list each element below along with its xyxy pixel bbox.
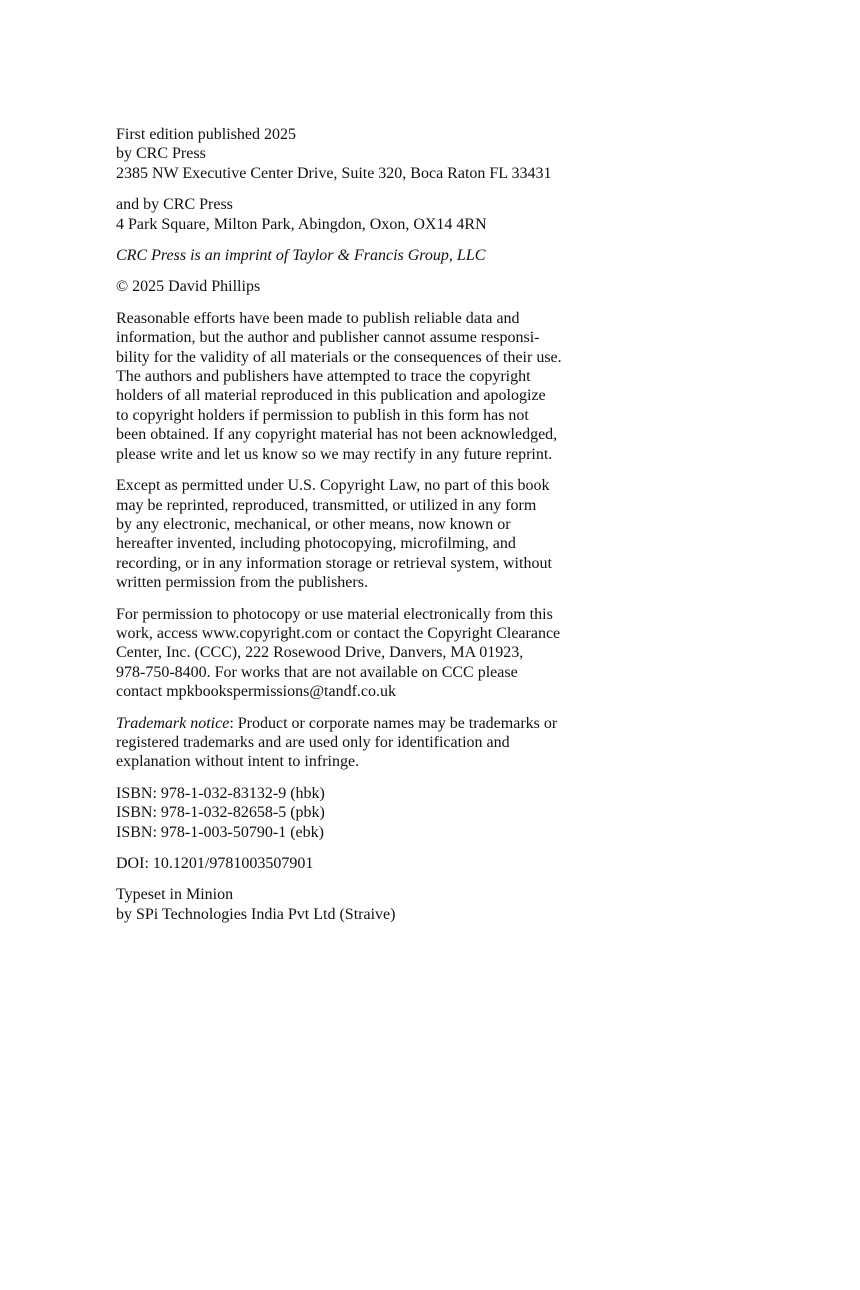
isbn-list bbox=[116, 784, 616, 842]
paragraph-line: The authors and publishers have attempted to trace the copyright bbox=[116, 368, 531, 386]
isbn-hbk: ISBN: 978-1-032-83132-9 (hbk) bbox=[116, 784, 325, 802]
trademark-label: Trademark notice bbox=[116, 714, 230, 732]
paragraph-line: by any electronic, mechanical, or other means, now known or bbox=[116, 515, 511, 533]
paragraph-line: Reasonable efforts have been made to publish reliable data and bbox=[116, 309, 520, 327]
trademark-notice bbox=[116, 714, 616, 772]
publication-info bbox=[116, 125, 616, 183]
trademark-line-2: registered trademarks and are used only for identification and bbox=[116, 733, 510, 751]
us-address-line: 2385 NW Executive Center Drive, Suite 320, Boca Raton FL 33431 bbox=[116, 164, 552, 182]
paragraph-line: holders of all material reproduced in this publication and apologize bbox=[116, 387, 546, 405]
typeset-line: Typeset in Minion bbox=[116, 886, 234, 904]
imprint-line: CRC Press is an imprint of Taylor & Francis Group, LLC bbox=[116, 247, 486, 265]
paragraph-line: work, access www.copyright.com or contact the Copyright Clearance bbox=[116, 624, 561, 642]
paragraph-line: please write and let us know so we may rectify in any future reprint. bbox=[116, 445, 553, 463]
paragraph-line: Center, Inc. (CCC), 222 Rosewood Drive, Danvers, MA 01923, bbox=[116, 644, 524, 662]
uk-address-line: 4 Park Square, Milton Park, Abingdon, Oxon, OX14 4RN bbox=[116, 215, 487, 233]
paragraph-line: For permission to photocopy or use material electronically from this bbox=[116, 605, 553, 623]
reasonable-efforts-paragraph bbox=[116, 309, 616, 464]
trademark-text: : Product or corporate names may be trademarks or bbox=[229, 714, 558, 732]
isbn-ebk: ISBN: 978-1-003-50790-1 (ebk) bbox=[116, 823, 324, 841]
trademark-line-1 bbox=[116, 714, 616, 733]
doi-info bbox=[116, 854, 616, 873]
copyright-notice bbox=[116, 277, 616, 296]
trademark-line-3: explanation without intent to infringe. bbox=[116, 753, 360, 771]
paragraph-line: to copyright holders if permission to publish in this form has not bbox=[116, 406, 529, 424]
paragraph-line: recording, or in any information storage or retrieval system, without bbox=[116, 554, 552, 572]
typeset-info bbox=[116, 885, 616, 924]
paragraph-line: contact mpkbookspermissions@tandf.co.uk bbox=[116, 683, 397, 701]
copyright-page bbox=[116, 125, 616, 936]
first-edition-line: First edition published 2025 bbox=[116, 126, 296, 143]
paragraph-line: 978-750-8400. For works that are not available on CCC please bbox=[116, 663, 518, 681]
paragraph-line: written permission from the publishers. bbox=[116, 574, 368, 592]
permission-paragraph bbox=[116, 605, 616, 702]
publisher-line: by CRC Press bbox=[116, 145, 206, 163]
uk-publisher-info bbox=[116, 195, 616, 234]
uk-publisher-line: and by CRC Press bbox=[116, 196, 233, 214]
paragraph-line: may be reprinted, reproduced, transmitted, or utilized in any form bbox=[116, 496, 537, 514]
isbn-pbk: ISBN: 978-1-032-82658-5 (pbk) bbox=[116, 804, 325, 822]
typesetter-line: by SPi Technologies India Pvt Ltd (Straive) bbox=[116, 905, 396, 923]
copyright-line: © 2025 David Phillips bbox=[116, 278, 261, 296]
imprint-notice bbox=[116, 246, 616, 265]
paragraph-line: Except as permitted under U.S. Copyright Law, no part of this book bbox=[116, 477, 550, 495]
paragraph-line: information, but the author and publisher cannot assume responsi- bbox=[116, 329, 540, 347]
paragraph-line: bility for the validity of all materials or the consequences of their use. bbox=[116, 348, 562, 366]
doi-line: DOI: 10.1201/9781003507901 bbox=[116, 855, 314, 872]
paragraph-line: hereafter invented, including photocopying, microfilming, and bbox=[116, 535, 516, 553]
except-permitted-paragraph bbox=[116, 476, 616, 592]
paragraph-line: been obtained. If any copyright material has not been acknowledged, bbox=[116, 426, 558, 444]
